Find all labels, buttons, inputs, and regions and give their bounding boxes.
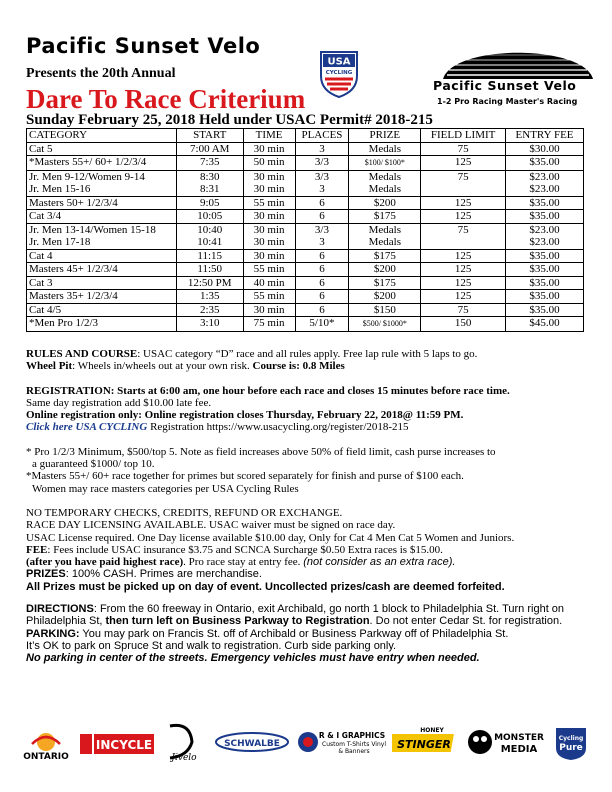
- fee-label: FEE: [26, 543, 48, 556]
- cell-prize-line: Medals: [368, 236, 402, 248]
- cell-start: 12:50 PM: [176, 276, 243, 290]
- pure-cycling-icon: [552, 722, 590, 762]
- cell-time: 50 min: [243, 156, 295, 171]
- cell-category: [27, 170, 177, 196]
- table-header-row: [27, 129, 584, 143]
- cell-category: Masters 50+ 1/2/3/4: [27, 196, 177, 210]
- table-row: [27, 196, 584, 210]
- sponsor-logos: [20, 722, 592, 762]
- cell-time-line: 30 min: [253, 223, 285, 236]
- cell-category: Cat 5: [27, 142, 177, 156]
- cell-limit: [421, 170, 506, 196]
- no-parking-line: [26, 652, 598, 664]
- parking-line: [26, 628, 598, 640]
- no-parking-text: No parking in center of the streets. Emergency vehicles must have entry when needed.: [26, 652, 480, 665]
- sponsor-ontario-text: ONTARIO: [23, 752, 69, 762]
- sponsor-ri-graphics-logo: [296, 722, 386, 762]
- cell-prize: [349, 317, 421, 332]
- cell-start: 3:10: [176, 317, 243, 332]
- cell-prize-text: $500/ $1000*: [362, 319, 407, 328]
- flyer-body: [26, 348, 598, 665]
- cell-limit: 125: [421, 276, 506, 290]
- cell-places: 3/3: [295, 156, 349, 171]
- cell-fee-line: $23.00: [529, 183, 560, 195]
- sponsor-ri-graphics-text: R & I GRAPHICS: [318, 731, 386, 740]
- wheel-pit-text: : Wheels in/wheels out at your own risk.: [72, 360, 253, 373]
- table-row: [27, 170, 584, 196]
- cell-time-line: 30 min: [253, 236, 285, 248]
- sponsor-honey-stinger-logo: [392, 722, 458, 762]
- wheel-pit-line: [26, 360, 598, 372]
- paid-line: [26, 556, 598, 568]
- cell-fee-line: $23.00: [529, 223, 560, 236]
- cell-time: 30 min: [243, 303, 295, 317]
- cell-fee: $30.00: [506, 142, 584, 156]
- cell-fee: $35.00: [506, 263, 584, 277]
- cell-places: 5/10*: [295, 317, 349, 332]
- brand-logo: [415, 35, 600, 115]
- cell-places: [295, 170, 349, 196]
- paid-italic: (not consider as an extra race).: [303, 556, 456, 569]
- table-row: [27, 303, 584, 317]
- pickup-line: [26, 581, 598, 593]
- sponsor-jivelo-logo: [162, 722, 206, 762]
- cell-start: 7:00 AM: [176, 142, 243, 156]
- col-header-category: CATEGORY: [27, 129, 177, 143]
- sponsor-stinger-text: STINGER: [397, 738, 451, 751]
- cell-fee-line: $23.00: [529, 170, 560, 183]
- pro-note-line: a guaranteed $1000/ top 10.: [32, 458, 155, 471]
- sponsor-ontario-logo: [20, 722, 72, 762]
- registration-line: [26, 385, 598, 397]
- cell-limit: 125: [421, 196, 506, 210]
- sponsor-monster-text: MONSTER: [494, 733, 544, 743]
- pro-note-line: * Pro 1/2/3 Minimum, $500/top 5. Note as field increases above 50% of field limit, cash purse increases to: [26, 445, 496, 458]
- masters-note-line: Women may race masters categories per USA Cycling Rules: [32, 482, 299, 495]
- rules-line: [26, 348, 598, 360]
- cell-places: 6: [295, 263, 349, 277]
- usa-cycling-link[interactable]: Click here USA CYCLING: [26, 421, 148, 434]
- cell-limit: 150: [421, 317, 506, 332]
- sponsor-pure-sub: Cycling: [558, 735, 584, 742]
- cell-category: Cat 3/4: [27, 210, 177, 224]
- date-permit-line: Sunday February 25, 2018 Held under USAC Permit# 2018-215: [26, 112, 433, 128]
- cell-time: [243, 223, 295, 249]
- cell-fee: [506, 170, 584, 196]
- cell-places: 6: [295, 196, 349, 210]
- schwalbe-icon: [214, 722, 290, 762]
- cell-limit: 125: [421, 156, 506, 171]
- cell-places: [295, 223, 349, 249]
- table-row: [27, 276, 584, 290]
- sponsor-pure-cycling-logo: [552, 722, 590, 762]
- policy-line: RACE DAY LICENSING AVAILABLE. USAC waiver must be signed on race day.: [26, 519, 396, 532]
- cell-start-line: 10:40: [197, 223, 223, 236]
- cell-start: [176, 223, 243, 249]
- online-registration-text: Online registration only: Online registration closes Thursday, February 22, 2018@ 11:59 PM.: [26, 409, 464, 422]
- usa-logo-text: USA: [327, 56, 351, 68]
- cell-fee: $35.00: [506, 156, 584, 171]
- click-here-line: [26, 421, 598, 433]
- cell-places: 6: [295, 303, 349, 317]
- table-row: [27, 223, 584, 249]
- cell-limit: 125: [421, 210, 506, 224]
- cell-time: [243, 170, 295, 196]
- cell-places-line: 3/3: [314, 223, 329, 236]
- cell-prize-line: Medals: [368, 170, 402, 183]
- cell-limit: 125: [421, 249, 506, 263]
- cell-time: 55 min: [243, 263, 295, 277]
- masters-note-line: *Masters 55+/ 60+ race together for primes but scored separately for finish and purse of $100 each.: [26, 470, 464, 483]
- cell-fee: $35.00: [506, 276, 584, 290]
- cell-start: 11:50: [176, 263, 243, 277]
- pickup-text: All Prizes must be picked up on day of event. Uncollected prizes/cash are deemed forfeited.: [26, 580, 505, 593]
- cell-fee: $35.00: [506, 303, 584, 317]
- cell-prize-text: $100/ $100*: [364, 158, 405, 167]
- cell-time: 30 min: [243, 142, 295, 156]
- cell-start: 7:35: [176, 156, 243, 171]
- directions-text-end: . Do not enter Cedar St. for registration.: [369, 615, 563, 628]
- registration-url-text: Registration https://www.usacycling.org/register/2018-215: [147, 421, 409, 434]
- cell-fee: $35.00: [506, 249, 584, 263]
- cell-start-line: 8:31: [199, 183, 220, 195]
- col-header-time: TIME: [243, 129, 295, 143]
- sponsor-media-text: MEDIA: [500, 744, 538, 755]
- cell-time: 40 min: [243, 276, 295, 290]
- cell-places: 6: [295, 290, 349, 304]
- col-header-field-limit: FIELD LIMIT: [421, 129, 506, 143]
- cell-time-line: 30 min: [253, 183, 285, 195]
- fee-line: [26, 544, 598, 556]
- prizes-text: : 100% CASH. Primes are merchandise.: [65, 568, 262, 581]
- cell-category: Cat 3: [27, 276, 177, 290]
- registration-label: REGISTRATION: [26, 384, 111, 397]
- cell-prize-line: Medals: [368, 223, 402, 236]
- cell-limit-line: 75: [457, 223, 469, 236]
- cell-fee: $45.00: [506, 317, 584, 332]
- wheel-pit-label: Wheel Pit: [26, 360, 73, 373]
- spruce-line: It’s OK to park on Spruce St and walk to registration. Curb side parking only.: [26, 639, 397, 652]
- cell-fee-line: $23.00: [529, 236, 560, 248]
- usa-cycling-logo: [318, 50, 360, 98]
- col-header-entry-fee: ENTRY FEE: [506, 129, 584, 143]
- cell-places: 6: [295, 210, 349, 224]
- directions-paragraph: [26, 603, 598, 628]
- policy-line: NO TEMPORARY CHECKS, CREDITS, REFUND OR EXCHANGE.: [26, 506, 343, 519]
- cell-prize: $175: [349, 276, 421, 290]
- cell-category: Cat 4: [27, 249, 177, 263]
- cell-category: Masters 35+ 1/2/3/4: [27, 290, 177, 304]
- directions-label: DIRECTIONS: [26, 603, 94, 616]
- cell-start: 9:05: [176, 196, 243, 210]
- usa-logo-subtext: CYCLING: [325, 70, 353, 76]
- table-row: [27, 317, 584, 332]
- table-row: [27, 263, 584, 277]
- table-row: [27, 290, 584, 304]
- cell-limit: 75: [421, 142, 506, 156]
- cell-start-line: 10:41: [197, 236, 223, 248]
- sponsor-ri-graphics-sub: Custom T-Shirts Vinyl & Banners: [322, 741, 386, 755]
- policy-line: USAC License required. One Day license available $10.00 day, Only for Cat 4 Men Cat 5 Women and Juniors.: [26, 531, 515, 544]
- late-fee-line: Same day registration add $10.00 late fee.: [26, 396, 212, 409]
- cell-prize: $200: [349, 263, 421, 277]
- cell-prize: $200: [349, 290, 421, 304]
- cell-prize: $175: [349, 249, 421, 263]
- fee-text: : Fees include USAC insurance $3.75 and SCNCA Surcharge $0.50 Extra races is $15.00.: [47, 543, 443, 556]
- cell-start: 10:05: [176, 210, 243, 224]
- directions-bold: then turn left on Business Parkway to Registration: [105, 615, 370, 628]
- ontario-sun-icon: [20, 722, 72, 762]
- presents-line: Presents the 20th Annual: [26, 66, 176, 81]
- cell-places: 6: [295, 249, 349, 263]
- sponsor-schwalbe-text: SCHWALBE: [224, 739, 280, 749]
- cell-category-line: Jr. Men 13-14/Women 15-18: [29, 223, 156, 236]
- cell-prize: [349, 170, 421, 196]
- cell-limit: 125: [421, 290, 506, 304]
- org-title: Pacific Sunset Velo: [26, 34, 261, 58]
- cell-category: [27, 223, 177, 249]
- cell-category: Masters 45+ 1/2/3/4: [27, 263, 177, 277]
- col-header-start: START: [176, 129, 243, 143]
- cell-prize: $200: [349, 196, 421, 210]
- cell-fee: $35.00: [506, 196, 584, 210]
- brand-subtitle: 1-2 Pro Racing Master's Racing: [437, 97, 578, 106]
- jivelo-icon: [162, 722, 206, 762]
- cell-prize: $175: [349, 210, 421, 224]
- cell-category-line: Jr. Men 17-18: [29, 236, 91, 248]
- cell-time: 30 min: [243, 210, 295, 224]
- cell-start: 1:35: [176, 290, 243, 304]
- cell-time-line: 30 min: [253, 170, 285, 183]
- sponsor-honey-text: HONEY: [420, 727, 444, 734]
- sponsor-monster-media-logo: [466, 722, 546, 762]
- cell-limit: [421, 223, 506, 249]
- cell-places-line: 3: [319, 183, 325, 195]
- registration-text: : Starts at 6:00 am, one hour before each race and closes 15 minutes before race time.: [110, 384, 510, 397]
- cell-prize: $150: [349, 303, 421, 317]
- cell-time: 75 min: [243, 317, 295, 332]
- parking-text: You may park on Francis St. off of Archibald or Business Parkway off of Philadelphia St.: [79, 627, 509, 640]
- table-row: [27, 156, 584, 171]
- race-schedule-table: [26, 128, 584, 332]
- online-registration-line: [26, 409, 598, 421]
- incycle-icon: [78, 722, 156, 762]
- cell-category-line: Jr. Men 9-12/Women 9-14: [29, 170, 145, 183]
- cell-prize-line: Medals: [368, 183, 402, 195]
- course-length: Course is: 0.8 Miles: [252, 360, 345, 373]
- table-row: [27, 210, 584, 224]
- cell-start: 2:35: [176, 303, 243, 317]
- cell-time: 55 min: [243, 196, 295, 210]
- cell-time: 55 min: [243, 290, 295, 304]
- prizes-line: [26, 568, 598, 580]
- cell-limit: 125: [421, 263, 506, 277]
- sponsor-jivelo-text: Jivelo: [171, 753, 197, 762]
- parking-label: PARKING:: [26, 627, 80, 640]
- cell-prize: Medals: [349, 142, 421, 156]
- sponsor-pure-text: Pure: [559, 743, 583, 753]
- col-header-prize: PRIZE: [349, 129, 421, 143]
- sponsor-schwalbe-logo: [214, 722, 290, 762]
- cell-places: 3: [295, 142, 349, 156]
- cell-category: Cat 4/5: [27, 303, 177, 317]
- cell-places-line: 3/3: [314, 170, 329, 183]
- paid-text: . Pro race stay at entry fee.: [183, 556, 304, 569]
- cell-limit-line: 75: [457, 170, 469, 183]
- monster-media-icon: [466, 722, 546, 762]
- race-title: Dare To Race Criterium: [26, 84, 306, 114]
- cell-limit: 75: [421, 303, 506, 317]
- cell-time: 30 min: [243, 249, 295, 263]
- table-row: [27, 142, 584, 156]
- table-row: [27, 249, 584, 263]
- cell-category: *Masters 55+/ 60+ 1/2/3/4: [27, 156, 177, 171]
- directions-text: : From the 60 freeway in Ontario, exit Archibald, go north 1 block to Philadelphia St. Turn right on Philadelphia St,: [26, 603, 565, 628]
- rules-label: RULES AND COURSE: [26, 348, 138, 360]
- cell-places-line: 3: [319, 236, 325, 248]
- sunset-arc-icon: [443, 39, 593, 79]
- cell-fee: $35.00: [506, 210, 584, 224]
- sponsor-incycle-logo: [78, 722, 156, 762]
- cell-prize: [349, 223, 421, 249]
- cell-category-line: Jr. Men 15-16: [29, 183, 91, 195]
- cell-category: *Men Pro 1/2/3: [27, 317, 177, 332]
- cell-fee: [506, 223, 584, 249]
- prizes-label: PRIZES: [26, 568, 66, 581]
- cell-places: 6: [295, 276, 349, 290]
- brand-name: Pacific Sunset Velo: [433, 78, 577, 93]
- cell-start: [176, 170, 243, 196]
- sponsor-incycle-text: INCYCLE: [95, 738, 153, 752]
- honey-stinger-icon: [392, 722, 458, 762]
- cell-start: 11:15: [176, 249, 243, 263]
- rules-text: : USAC category “D” race and all rules apply. Free lap rule with 5 laps to go.: [137, 348, 478, 360]
- cell-fee: $35.00: [506, 290, 584, 304]
- cell-start-line: 8:30: [199, 170, 220, 183]
- col-header-places: PLACES: [295, 129, 349, 143]
- cell-prize: [349, 156, 421, 171]
- paid-bold: (after you have paid highest race): [26, 556, 184, 569]
